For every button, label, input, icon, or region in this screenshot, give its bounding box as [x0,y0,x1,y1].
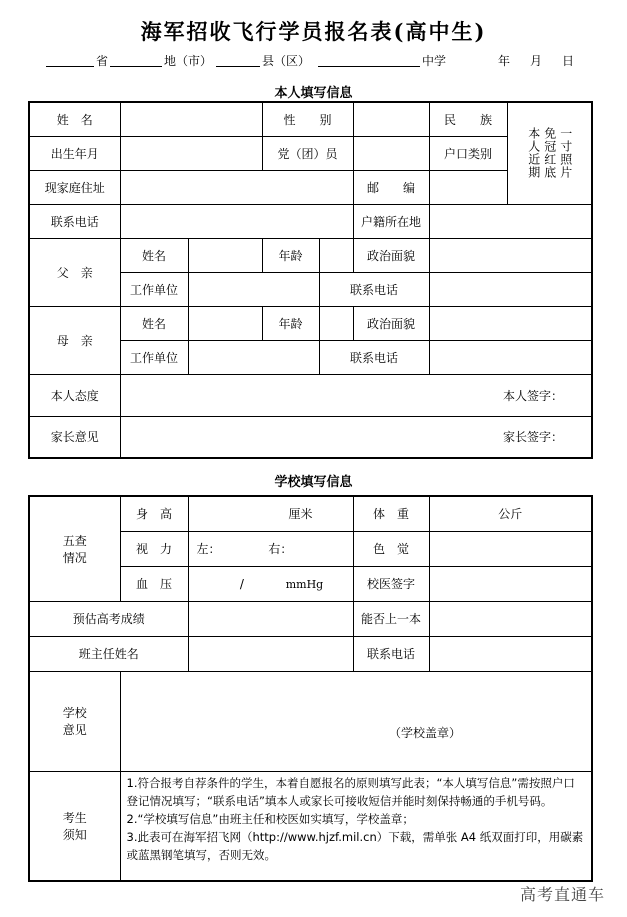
label-mother: 母 亲 [29,306,120,374]
field-mother-political[interactable] [429,306,592,340]
field-postcode[interactable] [429,170,507,204]
field-first-tier[interactable] [429,601,592,636]
label-teacher-phone: 联系电话 [353,636,429,671]
label-day: 日 [562,54,575,68]
label-blood-pressure: 血 压 [120,566,188,601]
label-height: 身 高 [120,496,188,531]
label-father-political: 政治面貌 [353,238,429,272]
label-mother-political: 政治面貌 [353,306,429,340]
field-score[interactable] [188,601,353,636]
notice-item-1: 1.符合报考自荐条件的学生，本着自愿报名的原则填写此表；“本人填写信息”需按照户口登记情况填写；“联系电话”填本人或家长可接收短信并能时刻保持畅通的手机号码。 [126,775,575,808]
notice-content [120,771,592,881]
school-stamp-label: （学校盖章） [389,725,462,740]
label-year: 年 [498,54,511,68]
field-birth[interactable] [120,136,262,170]
field-mother-age[interactable] [319,306,353,340]
blank-province[interactable] [46,66,94,67]
unit-kg: 公斤 [498,507,523,522]
five-checks-line1: 五查 [62,533,87,548]
field-phone[interactable] [120,204,353,238]
personal-info-table [28,101,593,459]
label-province: 省 [96,54,109,68]
label-hukou-place: 户籍所在地 [353,204,429,238]
label-teacher: 班主任姓名 [29,636,188,671]
blank-school[interactable] [318,66,420,67]
field-gender[interactable] [353,102,429,136]
field-blood-pressure[interactable] [188,566,353,601]
field-color-vision[interactable] [429,531,592,566]
school-opinion-line2: 意见 [62,723,87,737]
photo-text-1: 本人近期 [526,127,541,180]
section-school-heading: 学校填写信息 [274,475,353,490]
label-score: 预估高考成绩 [29,601,188,636]
unit-cm: 厘米 [288,507,313,522]
form-title: 海军招收飞行学员报名表(高中生) [140,19,487,44]
label-father-name: 姓名 [120,238,188,272]
unit-mmhg: mmHg [285,577,324,591]
label-mother-name: 姓名 [120,306,188,340]
label-phone: 联系电话 [29,204,120,238]
photo-text-3: 一寸照片 [558,127,573,180]
label-postcode: 邮 编 [353,170,429,204]
label-father-work: 工作单位 [120,272,188,306]
label-parent-opinion: 家长意见 [29,416,120,458]
field-height[interactable] [188,496,353,531]
field-mother-name[interactable] [188,306,262,340]
field-name[interactable] [120,102,262,136]
field-mother-phone[interactable] [429,340,592,374]
section-personal-heading: 本人填写信息 [274,86,353,101]
photo-box[interactable] [507,102,592,204]
bp-slash: / [239,576,244,591]
field-teacher-phone[interactable] [429,636,592,671]
field-father-name[interactable] [188,238,262,272]
field-hukou-place[interactable] [429,204,592,238]
field-doctor-sign[interactable] [429,566,592,601]
label-notice [29,771,120,881]
five-checks-line2: 情况 [62,550,87,565]
vision-left-label: 左： [196,542,221,556]
label-party: 党（团）员 [262,136,353,170]
field-father-age[interactable] [319,238,353,272]
notice-item-2: 2.“学校填写信息”由班主任和校医如实填写，学校盖章； [126,811,414,826]
field-vision[interactable] [188,531,353,566]
label-birth: 出生年月 [29,136,120,170]
label-doctor-sign: 校医签字 [353,566,429,601]
label-hukou-type: 户口类别 [429,136,507,170]
field-father-work[interactable] [188,272,319,306]
school-opinion-line1: 学校 [62,706,87,720]
vision-right-label: 右： [268,542,293,556]
label-name: 姓 名 [29,102,120,136]
label-gender: 性 别 [262,102,353,136]
label-first-tier: 能否上一本 [353,601,429,636]
blank-city[interactable] [110,66,162,67]
label-mother-phone: 联系电话 [319,340,429,374]
label-school-opinion [29,671,120,771]
label-mother-work: 工作单位 [120,340,188,374]
photo-text-2: 免冠红底 [542,127,557,180]
field-attitude[interactable] [120,374,592,416]
label-month: 月 [530,54,543,68]
label-county: 县（区） [262,54,311,68]
notice-line2: 须知 [62,827,87,842]
watermark: 高考直通车 [519,885,605,904]
blank-county[interactable] [216,66,260,67]
field-weight[interactable] [429,496,592,531]
field-address[interactable] [120,170,353,204]
label-color-vision: 色 觉 [353,531,429,566]
label-father-phone: 联系电话 [319,272,429,306]
label-city: 地（市） [164,54,213,68]
label-attitude: 本人态度 [29,374,120,416]
label-mother-age: 年龄 [262,306,319,340]
label-weight: 体 重 [353,496,429,531]
label-vision: 视 力 [120,531,188,566]
field-school-opinion[interactable] [120,671,592,771]
field-father-political[interactable] [429,238,592,272]
field-father-phone[interactable] [429,272,592,306]
field-parent-opinion[interactable] [120,416,592,458]
parent-sign-label: 家长签字： [503,430,564,445]
label-school: 中学 [422,54,447,68]
self-sign-label: 本人签字： [503,388,564,403]
notice-line1: 考生 [62,810,87,825]
label-address: 现家庭住址 [29,170,120,204]
school-info-table [28,495,593,882]
label-ethnicity: 民 族 [429,102,507,136]
label-father: 父 亲 [29,238,120,306]
field-party[interactable] [353,136,429,170]
label-father-age: 年龄 [262,238,319,272]
label-five-checks [29,496,120,601]
notice-item-3: 3.此表可在海军招飞网（http://www.hjzf.mil.cn）下载，需单张 A4 纸双面打印，用碳素或蓝黑钢笔填写，否则无效。 [126,829,584,862]
field-mother-work[interactable] [188,340,319,374]
field-teacher[interactable] [188,636,353,671]
